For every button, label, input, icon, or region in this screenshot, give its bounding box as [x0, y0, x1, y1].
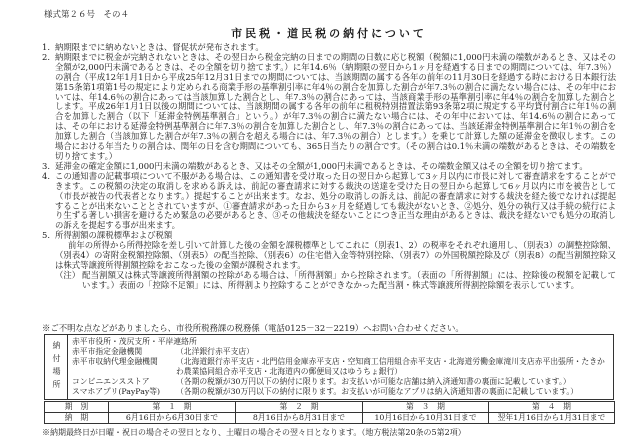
- place-value-convenience-store: （各期の税額が30万円以下の納付に限ります。お支払いが可能な店舗は納入済通知書の裏面に記載しています。）: [176, 377, 571, 386]
- schedule-due-row: [45, 413, 615, 424]
- place-value-designated-bank: （北洋銀行赤平支店）: [176, 347, 254, 356]
- schedule-header-cell: 第 ３ 期: [363, 402, 489, 413]
- place-value-agent-banks: （北海道銀行赤平支店・北門信用金庫赤平支店・空知商工信用組合赤平支店・北海道労働金庫滝川支店赤平出張所・たきかわ農業協同組合赤平支店・北海道内の郵便局又はゆうちょ銀行）: [176, 357, 605, 376]
- place-label-agent-banks: 赤平市収納代理金融機関: [72, 357, 158, 366]
- notice-body: [42, 43, 616, 319]
- schedule-period-cell: 10月16日から10月31日まで: [363, 413, 489, 424]
- payment-places-table: [44, 334, 614, 400]
- payment-places-header-label: 納付場所: [52, 341, 61, 393]
- payment-schedule-table: [44, 401, 615, 424]
- schedule-row-label: 納 期: [45, 413, 109, 424]
- place-value-smartphone-app: （各期の税額が30万円以下の納付に限ります。お支払いが可能なアプリは納入済通知書の裏面に記載しています。）: [176, 387, 579, 396]
- schedule-header-cell: 第 ２ 期: [236, 402, 363, 413]
- place-label-smartphone-app: スマホアプリ(PayPay等): [72, 387, 161, 396]
- item-number: 2.: [42, 51, 50, 62]
- schedule-period-cell: 8月16日から8月31日まで: [236, 413, 363, 424]
- note-label: （注）: [55, 269, 81, 280]
- schedule-header-cell: 第 １ 期: [109, 402, 236, 413]
- place-label-designated-bank: 赤平市指定金融機関: [72, 347, 143, 356]
- note-text: 配当割額又は株式等譲渡所得割額の控除がある場合は、「所得割額」から控除されます。（表面の「所得割額」には、控除後の税額を記載しています。）表面の「控除不足額」には、所得割より控除することができなかった配当割・株式等譲渡所得割控除額を表示しています。: [82, 269, 616, 290]
- footnote: ※納期最終日が日曜・祝日の場合その翌日となり、土曜日の場合その翌々日となります。（地方税法第20条の5第2項）: [42, 428, 466, 437]
- schedule-header-cell: 第 ４ 期: [489, 402, 615, 413]
- item-text: この通知書の記載事項について不服がある場合は、この通知書を受け取った日の翌日から起算して3ヶ月以内に市長に対して審査請求をすることができます。この税額の決定の取消しを求める訴えは、前記の審査請求に対する裁決の送達を受けた日の翌日から起算して6ヶ月以内に市を被告として（市長が被告の代表者となります。）提起することが出来ます。なお、処分の取消しの訴えは、前記の審査請求に対する裁決を経た後でなければ提起することが出来ないこととされていますが、①審査請求があった日から3ヶ月を経過しても裁決がないとき、②処分、処分の執行又は手続の続行により生ずる著しい損害を避けるため緊急の必要があるとき、③その他裁決を経ないことにつき正当な理由があるときは、裁決を経ないでも処分の取消しの訴えを提起する事が出来ます。: [55, 170, 616, 231]
- notice-item-2: [42, 53, 616, 162]
- item-text: 納期限までに税金が完納されないときは、その翌日から税金完納の日までの期間の日数に応じ税額（税額に1,000円未満の端数があるとき、又はその全額が2,000円未満であるときは、その全額を切り捨てます。）に年14.6％（納期限の翌日から1ヶ月を経過する日までの期間については、年7.3％）の割合（平成12年1月1日から平成25年12月31日までの期間については、当該期間の属する各年の前年の11月30日を経過する時における日本銀行法第15条第1項第1号の規定により定められる商業手形の基準割引率に年4％の割合を加算した割合が年7.3％の割合に満たない場合には、その年中においては、年14.6％の割合にあっては当該加算した割合とし、年7.3％の割合にあっては、当該商業手形の基準割引率に年4％の割合を加算した割合とします。平成26年1月1日以後の期間については、当該期間の属する各年の前年に租税特別措置法第93条第2項に規定する平均貸付割合に年1％の割合を加算した割合（以下「延滞金特例基準割合」という。）が年7.3％の割合に満たない場合には、その年中においては、年14.6％の割合にあっては、その年における延滞金特例基準割合に年7.3％の割合を加算した割合とし、年7.3％の割合にあっては、当該延滞金特例基準割合に年1％の割合を加算した割合（当該加算した割合が年7.3％の割合を超える場合には、年7.3％の割合）とします。）を乗じて計算した額の延滞金を徴収します。この場合における年当たりの割合は、閏年の日を含む期間についても、365日当たりの割合です。（その割合は0.1％未満の端数があるときは、その端数を切り捨てます。）: [55, 51, 616, 161]
- item-number: 1.: [42, 43, 50, 52]
- schedule-header-row: [45, 402, 615, 413]
- payment-places-list: [68, 335, 613, 399]
- item-text: 納期限までに納めないときは、督促状が発布されます。: [55, 43, 264, 52]
- notice-item-4: [42, 172, 616, 231]
- item-heading: 所得割額の課税標準および税額: [55, 230, 173, 241]
- schedule-period-cell: 翌年1月16日から1月31日まで: [489, 413, 615, 424]
- page-title: 市民税・道民税の納付について: [231, 27, 427, 40]
- item-number: 4.: [42, 170, 50, 181]
- place-label-convenience-store: コンビニエンスストア: [72, 377, 150, 386]
- inquiry-text: ※ご不明な点などがありましたら、市役所税務課の税務係（電話0125－32－2219）へお問い合わせください。: [42, 323, 464, 333]
- item-text: 延滞金の確定金額に1,000円未満の端数があるとき、又はその全額が1,000円未満であるときは、その端数金額又はその全額を切り捨てます。: [55, 160, 588, 171]
- payment-places-header: [45, 335, 68, 399]
- item-number: 5.: [42, 230, 50, 241]
- schedule-header-cell: 期 別: [45, 402, 109, 413]
- item-number: 3.: [42, 160, 50, 171]
- form-number: 様式第２６号 その４: [44, 10, 130, 20]
- place-label-city-office: 赤平市役所・茂尻支所・平岸連絡所: [72, 337, 197, 346]
- schedule-period-cell: 6月16日から6月30日まで: [109, 413, 236, 424]
- note: [42, 271, 616, 291]
- item-5-paragraph: 前年の所得から所得控除を差し引いて計算した後の金額を課税標準としてこれに（別表1、2）の税率をそれぞれ適用し、（別表3）の調整控除額、（別表4）の寄附金税額控除額、（別表5）の配当控除、（別表6）の住宅借入金等特別控除、（別表7）の外国税額控除及び（別表8）の配当割額控除又は株式等譲渡所得割額控除をおこなった後の金額が課税されます。: [55, 240, 616, 270]
